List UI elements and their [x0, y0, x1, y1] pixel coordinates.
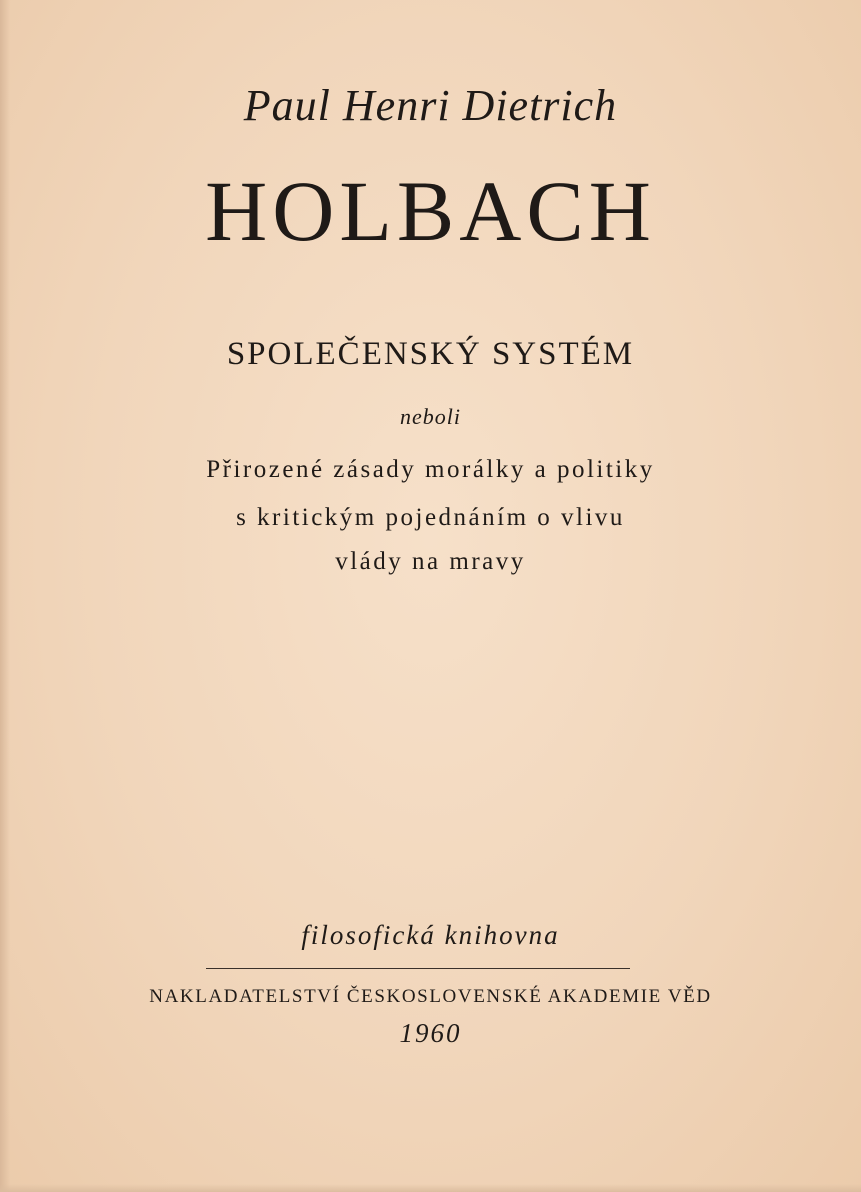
publisher-name: NAKLADATELSTVÍ ČESKOSLOVENSKÉ AKADEMIE VĚD	[149, 986, 712, 1007]
subtitle-line-3: vlády na mravy	[335, 548, 526, 575]
page-bottom-shadow	[0, 1184, 861, 1192]
book-title: SPOLEČENSKÝ SYSTÉM	[226, 336, 635, 372]
title-conjunction: neboli	[400, 404, 461, 429]
subtitle-line-2: s kritickým pojednáním o vlivu	[236, 504, 625, 531]
divider-rule	[206, 968, 630, 969]
author-given-names: Paul Henri Dietrich	[243, 81, 618, 130]
series-name: filosofická knihovna	[301, 920, 560, 950]
subtitle-line-1: Přirozené zásady morálky a politiky	[206, 456, 655, 483]
publication-year: 1960	[399, 1018, 462, 1048]
author-surname: HOLBACH	[205, 163, 656, 259]
